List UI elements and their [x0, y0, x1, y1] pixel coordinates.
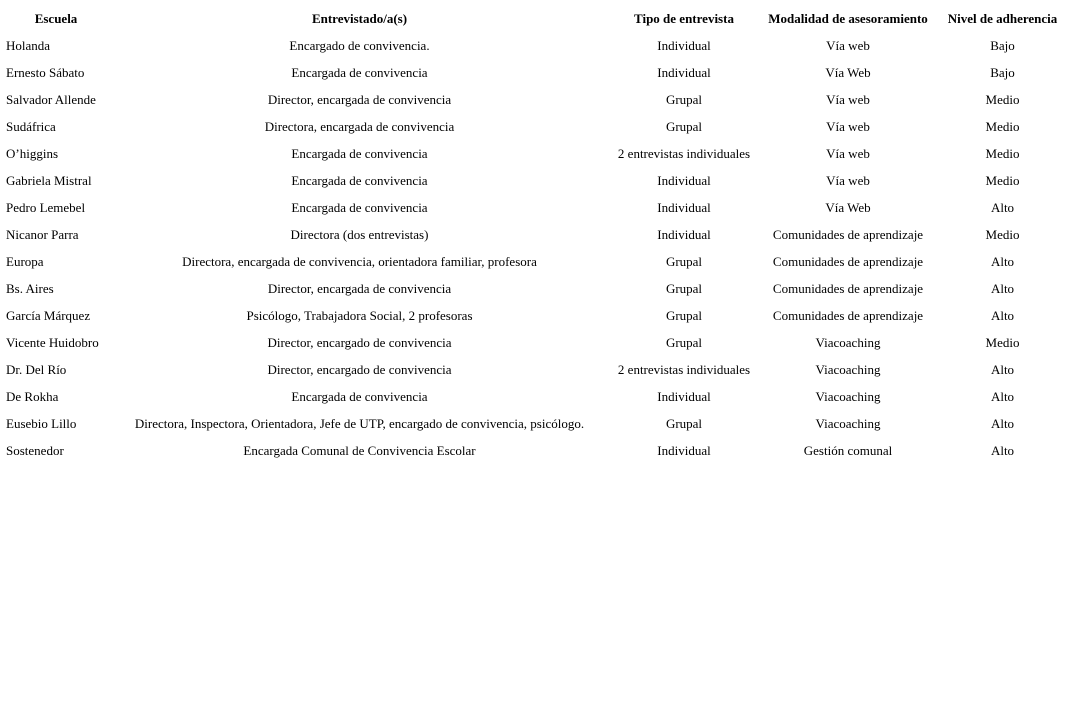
table-row [4, 140, 1066, 167]
cell-adherence-level: Medio [985, 335, 1020, 350]
table-row [4, 275, 1066, 302]
cell-adherence-level: Medio [985, 173, 1020, 188]
cell-interviewed: Directora, encargada de convivencia [264, 119, 455, 134]
cell-interview-type: Grupal [665, 254, 703, 269]
cell-interview-type: Individual [657, 227, 711, 242]
cell-advisory-mode: Viacoaching [815, 362, 881, 377]
cell-school: Dr. Del Río [6, 362, 67, 377]
cell-interview-type: Individual [657, 443, 711, 458]
header-row [4, 5, 1066, 32]
cell-school: García Márquez [6, 308, 91, 323]
cell-adherence-level: Bajo [990, 65, 1015, 80]
table-header [4, 5, 1066, 32]
cell-interviewed: Encargada de convivencia [291, 389, 428, 404]
cell-interviewed: Psicólogo, Trabajadora Social, 2 profesoras [246, 308, 473, 323]
cell-interview-type: Individual [657, 173, 711, 188]
cell-interview-type: Grupal [665, 119, 703, 134]
cell-advisory-mode: Vía web [826, 92, 870, 107]
cell-interviewed: Director, encargado de convivencia [267, 362, 452, 377]
cell-interviewed: Director, encargada de convivencia [267, 281, 452, 296]
cell-interview-type: Grupal [665, 416, 703, 431]
cell-adherence-level: Alto [990, 443, 1015, 458]
table-body [4, 32, 1066, 464]
table-row [4, 221, 1066, 248]
cell-interview-type: Individual [657, 38, 711, 53]
cell-advisory-mode: Vía Web [825, 200, 871, 215]
cell-adherence-level: Medio [985, 119, 1020, 134]
adherence-table [4, 5, 1066, 464]
cell-school: Vicente Huidobro [6, 335, 99, 350]
cell-interviewed: Encargada Comunal de Convivencia Escolar [243, 443, 476, 458]
cell-school: Gabriela Mistral [6, 173, 92, 188]
cell-advisory-mode: Comunidades de aprendizaje [772, 254, 924, 269]
cell-interviewed: Encargada de convivencia [291, 200, 428, 215]
cell-advisory-mode: Comunidades de aprendizaje [772, 227, 924, 242]
cell-advisory-mode: Vía web [826, 146, 870, 161]
cell-adherence-level: Alto [990, 254, 1015, 269]
cell-adherence-level: Alto [990, 200, 1015, 215]
cell-school: Sostenedor [6, 443, 64, 458]
table-row [4, 248, 1066, 275]
cell-advisory-mode: Vía web [826, 38, 870, 53]
cell-advisory-mode: Vía web [826, 119, 870, 134]
cell-adherence-level: Alto [990, 362, 1015, 377]
cell-interviewed: Director, encargada de convivencia [267, 92, 452, 107]
cell-adherence-level: Bajo [990, 38, 1015, 53]
cell-adherence-level: Medio [985, 92, 1020, 107]
table-row [4, 167, 1066, 194]
table-row [4, 356, 1066, 383]
header-advisory-mode: Modalidad de asesoramiento [768, 11, 928, 26]
cell-interview-type: 2 entrevistas individuales [617, 146, 751, 161]
cell-advisory-mode: Viacoaching [815, 416, 881, 431]
cell-adherence-level: Medio [985, 146, 1020, 161]
cell-interviewed: Encargado de convivencia. [289, 38, 430, 53]
cell-interview-type: Grupal [665, 92, 703, 107]
cell-adherence-level: Alto [990, 308, 1015, 323]
cell-adherence-level: Alto [990, 281, 1015, 296]
header-adherence-level: Nivel de adherencia [947, 11, 1058, 26]
cell-advisory-mode: Vía web [826, 173, 870, 188]
cell-interview-type: Grupal [665, 281, 703, 296]
header-interview-type: Tipo de entrevista [634, 11, 734, 26]
cell-advisory-mode: Viacoaching [815, 335, 881, 350]
cell-interviewed: Directora (dos entrevistas) [290, 227, 429, 242]
cell-school: O’higgins [6, 146, 58, 161]
cell-school: Nicanor Parra [6, 227, 79, 242]
header-interviewed: Entrevistado/a(s) [311, 11, 408, 26]
cell-school: Pedro Lemebel [6, 200, 86, 215]
cell-interview-type: Individual [657, 65, 711, 80]
cell-school: Europa [6, 254, 44, 269]
cell-advisory-mode: Gestión comunal [803, 443, 893, 458]
cell-interview-type: Individual [657, 200, 711, 215]
cell-interviewed: Directora, Inspectora, Orientadora, Jefe de UTP, encargado de convivencia, psicólogo. [134, 416, 585, 431]
cell-interview-type: Grupal [665, 335, 703, 350]
cell-advisory-mode: Comunidades de aprendizaje [772, 308, 924, 323]
table-row [4, 329, 1066, 356]
cell-advisory-mode: Vía Web [825, 65, 871, 80]
cell-adherence-level: Medio [985, 227, 1020, 242]
cell-interviewed: Encargada de convivencia [291, 146, 428, 161]
cell-school: Bs. Aires [6, 281, 54, 296]
table-row [4, 437, 1066, 464]
cell-adherence-level: Alto [990, 389, 1015, 404]
cell-interview-type: 2 entrevistas individuales [617, 362, 751, 377]
cell-interviewed: Director, encargado de convivencia [267, 335, 452, 350]
table-row [4, 410, 1066, 437]
table-row [4, 383, 1066, 410]
cell-school: Ernesto Sábato [6, 65, 85, 80]
cell-school: Sudáfrica [6, 119, 56, 134]
table-row [4, 302, 1066, 329]
header-school: Escuela [34, 11, 78, 26]
cell-advisory-mode: Comunidades de aprendizaje [772, 281, 924, 296]
cell-interview-type: Individual [657, 389, 711, 404]
cell-school: Salvador Allende [6, 92, 96, 107]
table-row [4, 194, 1066, 221]
cell-interviewed: Encargada de convivencia [291, 65, 428, 80]
cell-interview-type: Grupal [665, 308, 703, 323]
cell-interviewed: Encargada de convivencia [291, 173, 428, 188]
table-row [4, 32, 1066, 59]
cell-adherence-level: Alto [990, 416, 1015, 431]
table-row [4, 59, 1066, 86]
table-row [4, 86, 1066, 113]
cell-interviewed: Directora, encargada de convivencia, orientadora familiar, profesora [182, 254, 537, 269]
cell-school: Holanda [6, 38, 51, 53]
table-row [4, 113, 1066, 140]
cell-advisory-mode: Viacoaching [815, 389, 881, 404]
cell-school: Eusebio Lillo [6, 416, 77, 431]
cell-school: De Rokha [6, 389, 59, 404]
